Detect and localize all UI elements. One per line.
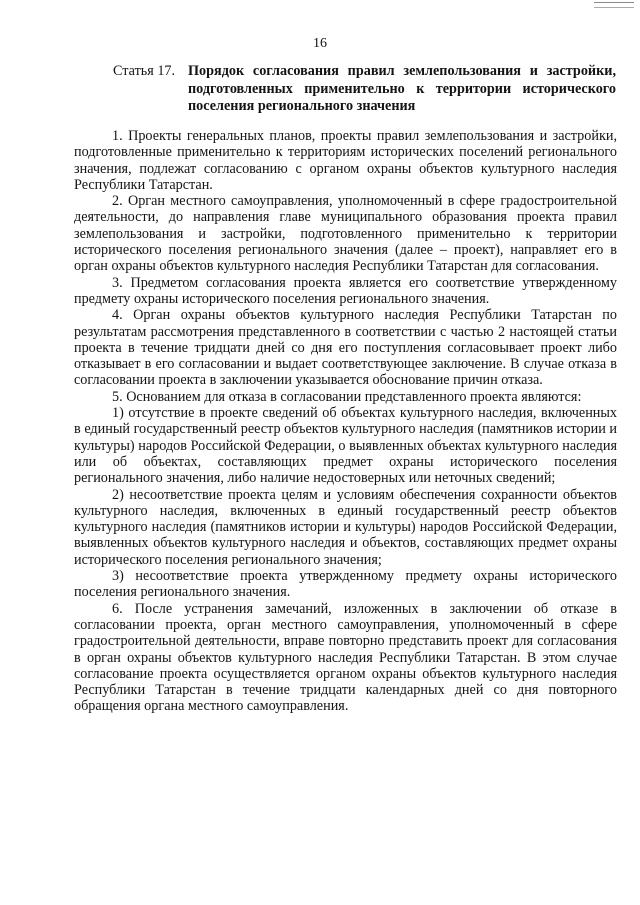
- page-number: 16: [313, 36, 327, 51]
- paragraph-5: 5. Основанием для отказа в согласовании представленного проекта являются:: [112, 388, 582, 405]
- scan-corner-mark: [594, 2, 634, 8]
- article-heading: [113, 63, 616, 116]
- paragraph-5-item-3: 3) несоответствие проекта утвержденному предмету охраны исторического поселения регионального значения.: [74, 568, 617, 601]
- paragraph-5-item-2: 2) несоответствие проекта целям и условиям обеспечения сохранности объектов культурного наследия, включенных в единый государственный реестр объектов культурного наследия (памятников истории и культуры) народов Российской Федерации, выявленных объектов культурного наследия и объектов, составляющих предмет охраны исторического поселения регионального значения;: [74, 486, 617, 568]
- article-body: [74, 128, 617, 715]
- paragraph-5-item-1: 1) отсутствие в проекте сведений об объектах культурного наследия, включенных в единый государственный реестр объектов культурного наследия (памятников истории и культуры) народов Российской Федерации, о выявленных объектах культурного наследия или об объектах, составляющих предмет охраны исторического поселения регионального значения, либо наличие недостоверных или неточных сведений;: [74, 405, 617, 487]
- paragraph-4: 4. Орган охраны объектов культурного наследия Республики Татарстан по результатам рассмотрения представленного в соответствии с частью 2 настоящей статьи проекта в течение тридцати дней со дня его поступления согласовывает проект либо отказывает в его согласовании и выдает соответствующее заключение. В случае отказа в согласовании проекта в заключении указывается обоснование причин отказа.: [74, 307, 617, 389]
- paragraph-6: 6. После устранения замечаний, изложенных в заключении об отказе в согласовании проекта, орган местного самоуправления, уполномоченный в сфере градостроительной деятельности, вправе повторно представить проект для согласования в орган охраны объектов культурного наследия Республики Татарстан. В этом случае согласование проекта осуществляется органом охраны объектов культурного наследия Республики Татарстан в течение тридцати календарных дней со дня повторного обращения органа местного самоуправления.: [74, 600, 617, 715]
- paragraph-2: 2. Орган местного самоуправления, уполномоченный в сфере градостроительной деятельности, до направления главе муниципального образования проекта правил землепользования и застройки, подготовленного применительно к территории исторического поселения регионального значения (далее – проект), направляет его в орган охраны объектов культурного наследия Республики Татарстан для согласования.: [74, 193, 617, 275]
- article-label: Статья 17.: [113, 63, 176, 79]
- paragraph-3: 3. Предметом согласования проекта является его соответствие утвержденному предмету охраны исторического поселения регионального значения.: [74, 274, 617, 307]
- paragraph-1: 1. Проекты генеральных планов, проекты правил землепользования и застройки, подготовленные применительно к территориям исторических поселений регионального значения, подлежат согласованию с органом охраны объектов культурного наследия Республики Татарстан.: [74, 128, 617, 193]
- article-title: Порядок согласования правил землепользования и застройки, подготовленных применительно к территории исторического поселения регионального значения: [188, 63, 616, 114]
